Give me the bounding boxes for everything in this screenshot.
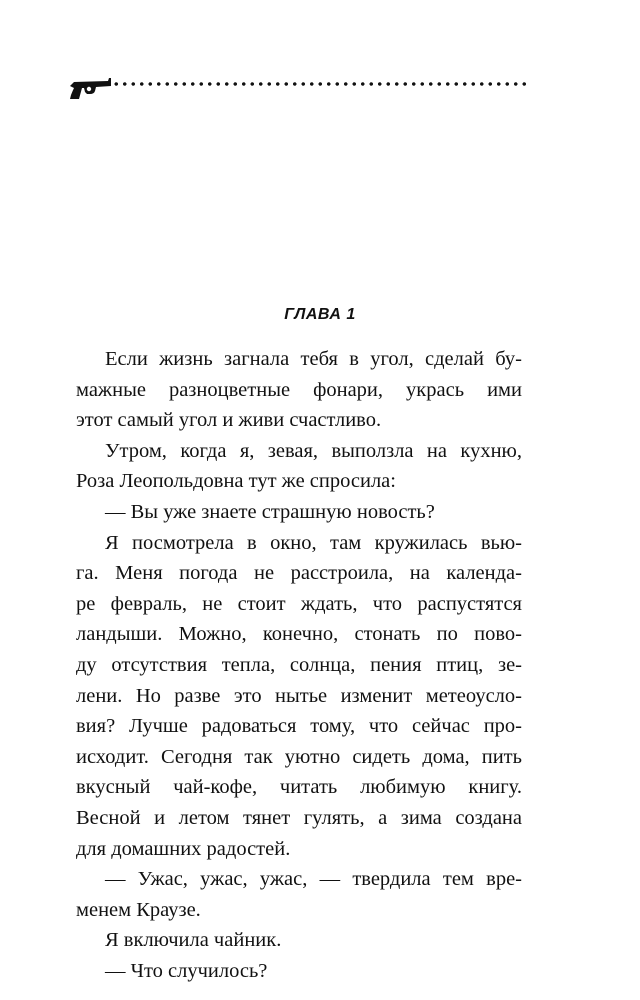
text-line: ре февраль, не стоит ждать, что распустятся	[76, 592, 522, 615]
paragraph-6	[76, 925, 522, 956]
header-ornament	[68, 68, 538, 108]
chapter-title: ГЛАВА 1	[284, 306, 356, 323]
text-line: Утром, когда я, зевая, выползла на кухню,	[105, 439, 522, 462]
text-line: вия? Лучше радоваться тому, что сейчас про-	[76, 715, 522, 738]
dotted-rule	[112, 82, 528, 86]
text-line: для домашних радостей.	[76, 837, 291, 860]
text-line: Я включила чайник.	[105, 929, 282, 952]
text-line: исходит. Сегодня так уютно сидеть дома, пить	[76, 745, 522, 768]
text-line: мажные разноцветные фонари, укрась ими	[76, 378, 522, 401]
text-line: ду отсутствия тепла, солнца, пения птиц, зе-	[76, 653, 522, 676]
revolver-icon	[68, 72, 112, 102]
text-line: га. Меня погода не расстроила, на календа-	[76, 562, 522, 585]
paragraph-2	[76, 436, 522, 497]
text-line: Весной и летом тянет гулять, а зима создана	[76, 806, 522, 829]
text-line: — Что случилось?	[105, 959, 268, 982]
paragraph-1	[76, 344, 522, 436]
paragraph-5	[76, 864, 522, 925]
text-line: Роза Леопольдовна тут же спросила:	[76, 470, 396, 493]
text-line: менем Краузе.	[76, 898, 201, 921]
paragraph-3	[76, 497, 522, 528]
chapter-text	[76, 344, 522, 986]
paragraph-4	[76, 528, 522, 865]
text-line: Я посмотрела в окно, там кружилась вью-	[105, 531, 522, 554]
text-line: ландыши. Можно, конечно, стонать по пово-	[76, 623, 522, 646]
text-line: этот самый угол и живи счастливо.	[76, 409, 382, 432]
text-line: — Вы уже знаете страшную новость?	[105, 500, 435, 523]
text-line: — Ужас, ужас, ужас, — твердила тем вре-	[105, 868, 522, 891]
text-line: лени. Но разве это нытье изменит метеоусло-	[76, 684, 522, 707]
paragraph-7	[76, 956, 522, 987]
text-line: Если жизнь загнала тебя в угол, сделай бу-	[105, 348, 522, 370]
text-line: вкусный чай-кофе, читать любимую книгу.	[76, 776, 522, 799]
